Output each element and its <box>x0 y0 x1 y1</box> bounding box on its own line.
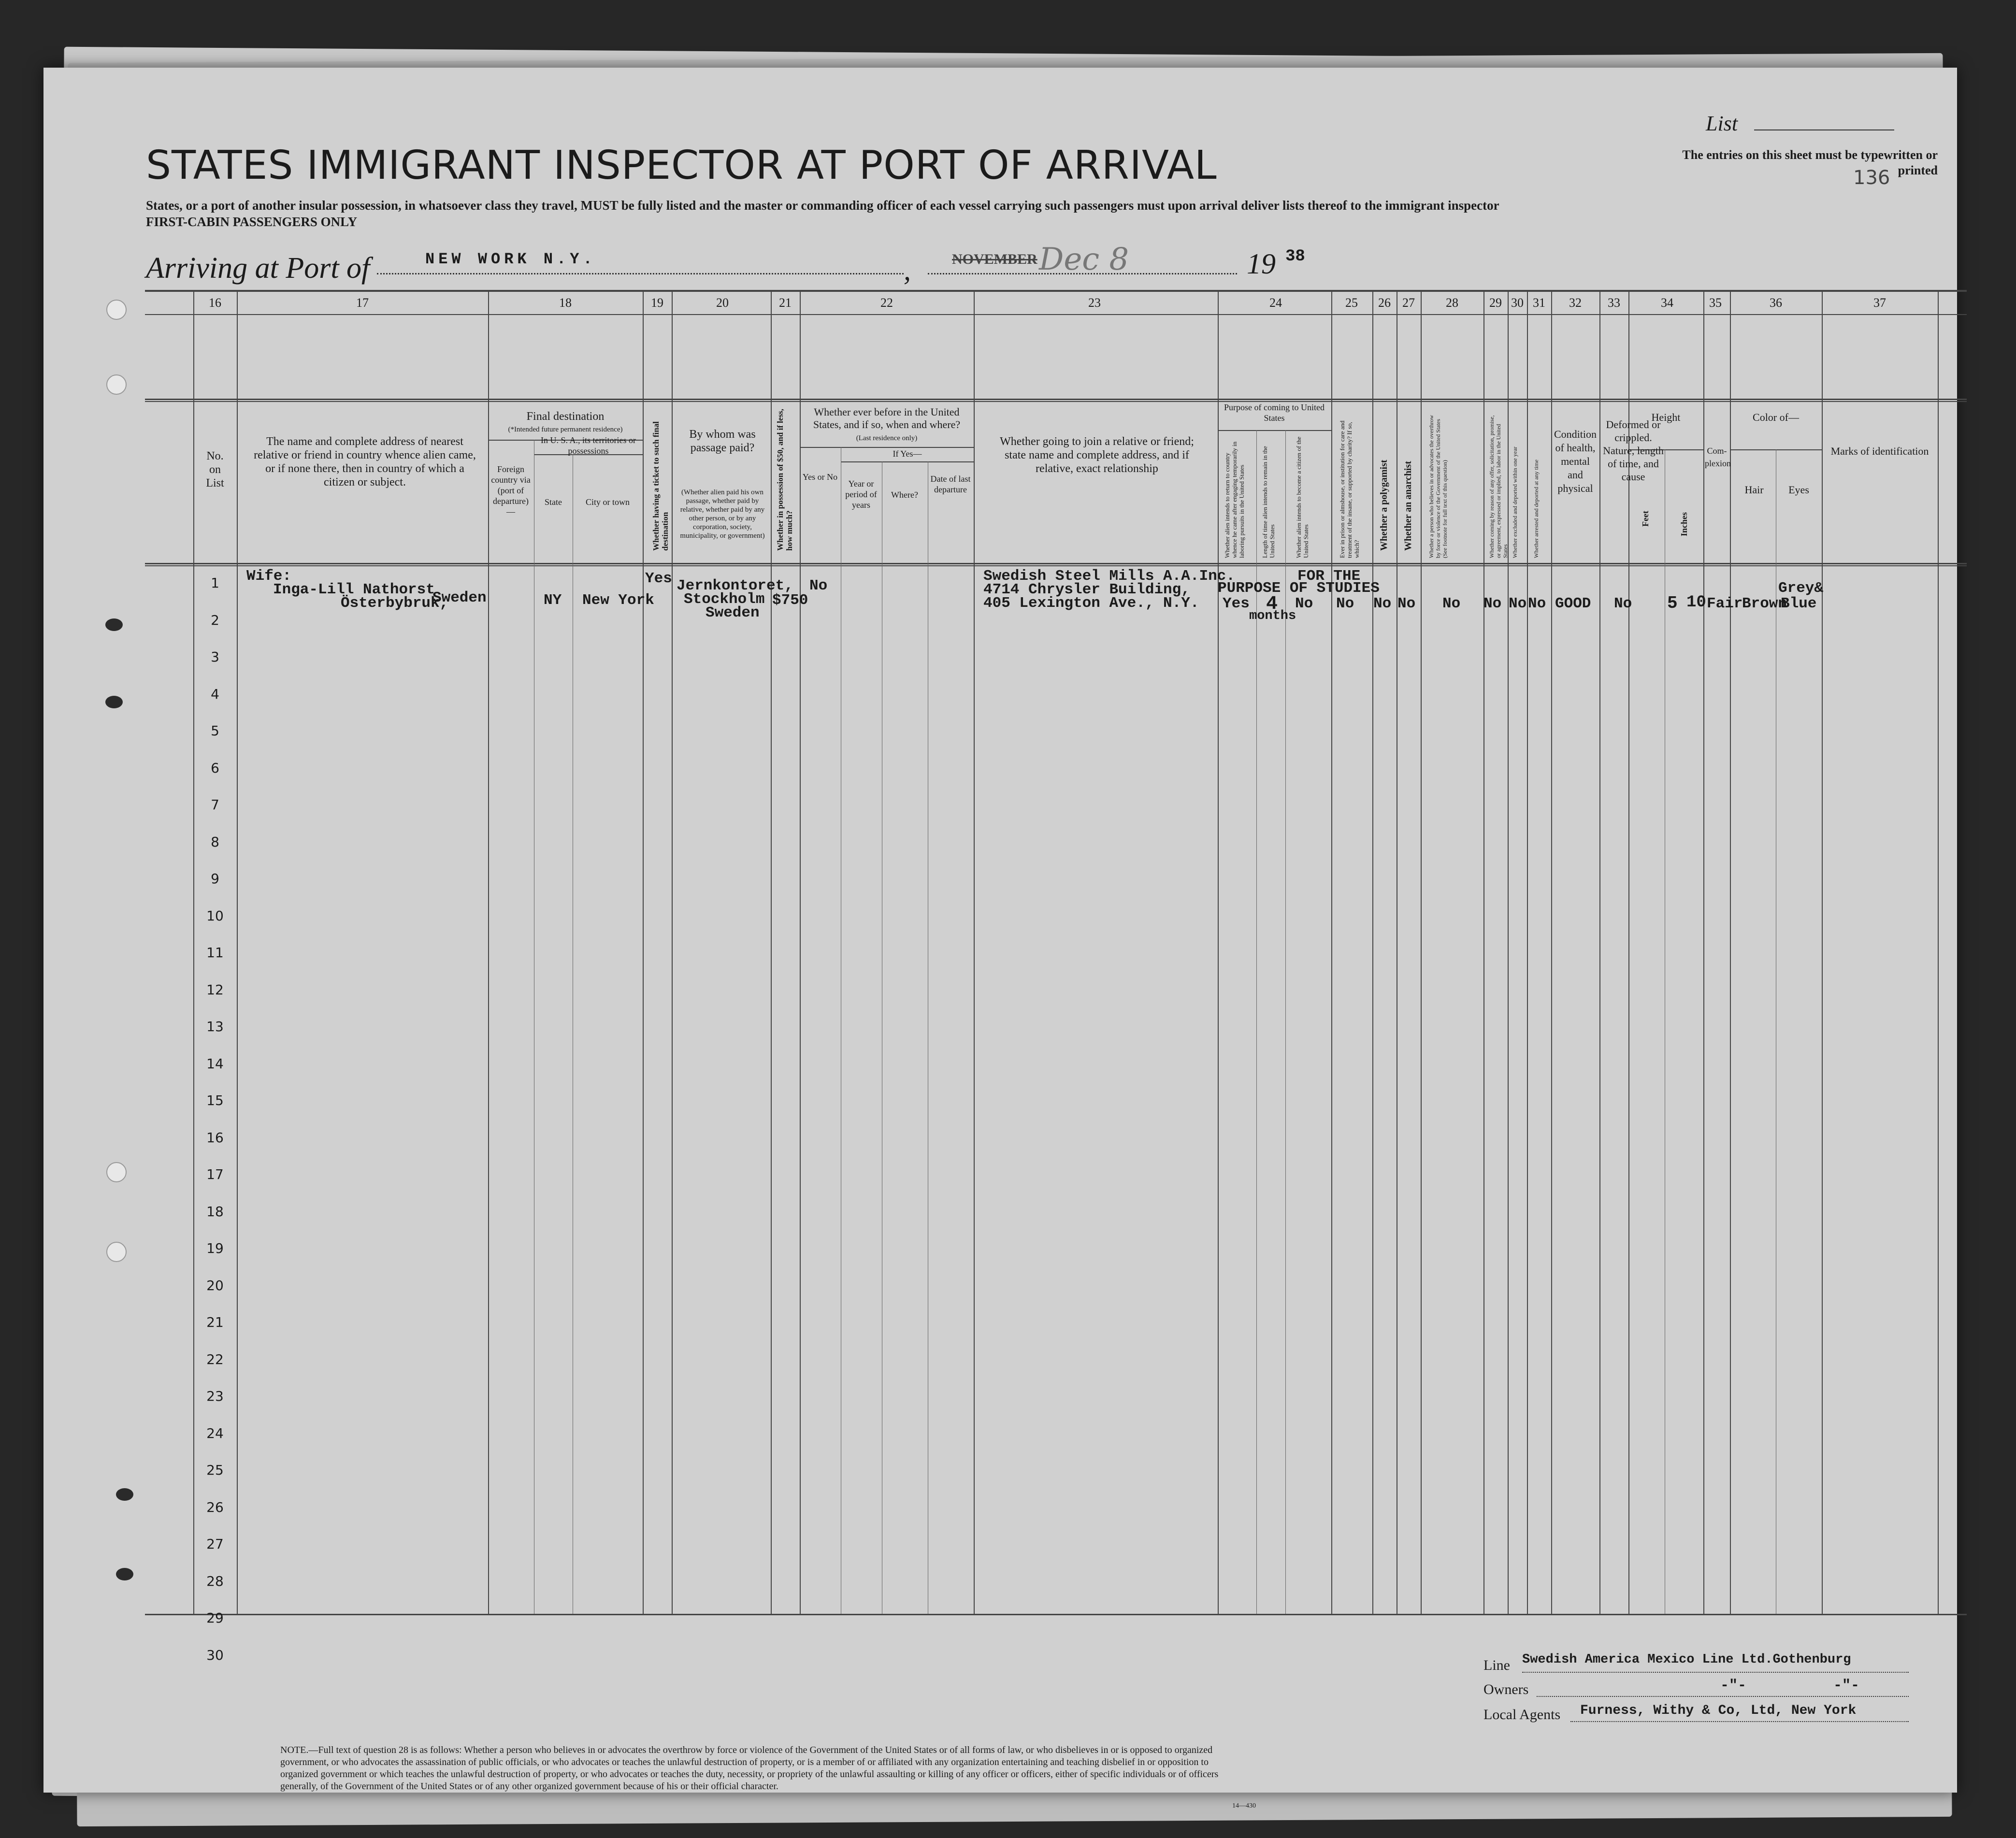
column-number: 36 <box>1770 296 1782 310</box>
row-number: 15 <box>206 1092 224 1108</box>
rule <box>1938 290 1939 1614</box>
entry-paid-by-line2: Stockholm <box>684 591 765 608</box>
header-health: Condition of health, mental and physical <box>1554 428 1597 494</box>
header-polygamist: Whether a polygamist <box>1379 460 1389 551</box>
entry-q29: No <box>1483 595 1502 612</box>
entry-eyes-line2: Blue <box>1781 595 1817 612</box>
row-number: 29 <box>206 1610 224 1626</box>
row-number: 19 <box>206 1240 224 1256</box>
row-number: 25 <box>206 1462 224 1478</box>
rule <box>1421 290 1422 1614</box>
rule <box>1218 290 1219 1614</box>
header-purpose-citizen: Whether alien intends to become a citizen of the United States <box>1295 436 1310 558</box>
rule <box>1730 290 1731 1614</box>
rule <box>1483 290 1484 1614</box>
row-number: 16 <box>206 1129 224 1146</box>
row-number: 14 <box>206 1055 224 1072</box>
port-line <box>377 273 904 274</box>
punch-hole <box>116 1568 133 1580</box>
entry-purpose-return: Yes <box>1223 595 1250 612</box>
owners-label: Owners <box>1483 1681 1529 1697</box>
rule <box>1822 290 1823 1614</box>
list-label: List <box>1706 112 1738 135</box>
rule <box>1628 290 1629 1614</box>
rule <box>145 290 1967 292</box>
row-number: 6 <box>211 760 219 776</box>
column-number: 33 <box>1608 296 1620 310</box>
entries-note: The entries on this sheet must be typewritten or printed <box>1682 148 1938 177</box>
row-number: 3 <box>211 649 219 665</box>
column-number: 20 <box>716 296 729 310</box>
column-number: 35 <box>1709 296 1722 310</box>
entry-hair: Brown <box>1742 595 1787 612</box>
punch-hole <box>106 300 127 320</box>
column-number: 29 <box>1489 296 1502 310</box>
row-number: 4 <box>211 686 219 702</box>
rule <box>800 290 801 1614</box>
subtitle-line2: FIRST-CABIN PASSENGERS ONLY <box>146 215 358 229</box>
entry-join-line2: 4714 Chrysler Building, <box>983 581 1190 598</box>
rule <box>974 290 975 1614</box>
entry-q30: No <box>1509 595 1527 612</box>
footnote: NOTE.—Full text of question 28 is as follows: Whether a person who believes in or advocates the overthrow by force or violence of the Government of the United States or of all forms of law, or who disbelieves in or is opposed to organized government, or who advocates the assassination of public officials, or who advocates or teaches the unlawful destruction of property, or is a member of or affiliated with any organization entertaining and teaching disbelief in or opposition to organized government or which teaches the unlawful destruction of property, or who advocates or teaches the duty, necessity, or propriety of the unlawful assaulting or killing of any officer or officers, either of specific individuals or of officers generally, of the Government of the United States or of any other organized government because of his or their official character. <box>280 1745 1219 1792</box>
entry-purpose-length: 4 <box>1266 593 1278 615</box>
row-number: 7 <box>211 797 219 813</box>
row-number: 20 <box>206 1277 224 1293</box>
entry-purpose-line1: FOR THE <box>1297 568 1361 585</box>
header-color-of: Color of— <box>1753 411 1799 423</box>
owners-underline <box>1537 1696 1909 1697</box>
entry-money: $750 <box>772 592 808 609</box>
form-number: 14—430 <box>1232 1802 1256 1809</box>
line-label: Line <box>1483 1657 1510 1673</box>
header-possession-50: Whether in possession of $50, and if less, how much? <box>776 409 794 551</box>
header-by-whom-note: (Whether alien paid his own passage, whether paid by relative, whether paid by any other person, or by any corporation, society, municipality, or government) <box>680 488 765 540</box>
punch-hole <box>116 1488 133 1501</box>
rule <box>1599 290 1600 1614</box>
port-value: NEW WORK N.Y. <box>425 250 596 268</box>
entry-q31: No <box>1528 595 1546 612</box>
entry-complexion: Fair <box>1707 595 1743 612</box>
manifest-sheet <box>43 68 1957 1809</box>
line-underline <box>1522 1672 1909 1673</box>
punch-hole <box>106 1242 127 1262</box>
entry-relative-country: Sweden <box>432 589 487 606</box>
row-number: 10 <box>206 907 224 924</box>
header-prison: Ever in prison or almshouse, or institution for care and treatment of the insane, or supported by charity? If so, which? <box>1339 420 1360 558</box>
year-suffix: 38 <box>1285 247 1305 266</box>
header-final-destination: Final destination <box>526 410 605 423</box>
entry-relative-line1: Wife: <box>246 568 292 585</box>
list-number: 136 <box>1853 167 1890 189</box>
year-prefix: 19 <box>1247 248 1276 280</box>
punch-hole <box>105 696 123 708</box>
header-city: City or town <box>585 497 630 507</box>
punch-hole <box>106 1162 127 1182</box>
subtitle-line1: States, or a port of another insular possession, in whatsoever class they travel, MUST be fully listed and the master or commanding officer of each vessel carrying such passengers must upon arrival deliver lists thereof to the immigrant inspector <box>146 198 1499 213</box>
struck-month: NOVEMBER <box>952 251 1037 267</box>
entry-join-line1: Swedish Steel Mills A.A.Inc. <box>983 568 1235 585</box>
agents-value: Furness, Withy & Co, Ltd, New York <box>1580 1703 1857 1718</box>
header-marks: Marks of identification <box>1830 445 1929 457</box>
row-number: 22 <box>206 1351 224 1367</box>
header-purpose: Purpose of coming to United States <box>1224 402 1325 423</box>
header-anarchist: Whether an anarchist <box>1403 461 1413 551</box>
header-ticket: Whether having a ticket to such final destination <box>651 421 670 551</box>
column-number: 17 <box>356 296 369 310</box>
rule <box>145 565 1967 566</box>
column-number: 26 <box>1378 296 1391 310</box>
header-nearest-relative: The name and complete address of nearest relative or friend in country whence alien came, or if none there, then in country of which a citizen or subject. <box>254 435 476 488</box>
row-number: 21 <box>206 1314 224 1330</box>
header-date-last-departure: Date of last departure <box>930 474 971 494</box>
rule <box>771 290 772 1614</box>
punch-hole <box>106 374 127 395</box>
header-eyes: Eyes <box>1788 484 1809 496</box>
entry-ever-before: No <box>809 577 828 594</box>
row-number: 11 <box>206 945 224 961</box>
row-number: 1 <box>211 575 219 591</box>
entry-q28: No <box>1442 595 1461 612</box>
column-number: 37 <box>1873 296 1886 310</box>
page-title: STATES IMMIGRANT INSPECTOR AT PORT OF ARRIVAL <box>146 143 1217 188</box>
row-number: 23 <box>206 1388 224 1404</box>
row-number: 27 <box>206 1536 224 1552</box>
entry-city: New York <box>582 592 654 609</box>
entry-join-line3: 405 Lexington Ave., N.Y. <box>983 595 1199 612</box>
entry-paid-by-line3: Sweden <box>706 604 760 621</box>
entry-health: GOOD <box>1555 595 1591 612</box>
rule <box>800 447 974 448</box>
arriving-label: Arriving at Port of <box>146 252 370 285</box>
rule <box>1703 290 1704 1614</box>
row-number: 17 <box>206 1166 224 1182</box>
agents-label: Local Agents <box>1483 1707 1561 1723</box>
column-number: 32 <box>1569 296 1582 310</box>
entry-purpose-citizen: No <box>1295 595 1313 612</box>
header-inches: Inches <box>1679 512 1689 536</box>
rule <box>1551 290 1552 1614</box>
header-hair: Hair <box>1744 484 1764 496</box>
header-where: Where? <box>891 490 918 500</box>
punch-hole <box>105 618 123 631</box>
column-number: 21 <box>779 296 792 310</box>
row-number: 13 <box>206 1019 224 1034</box>
header-no-on-list: No. on List <box>206 450 224 489</box>
header-q28: Whether a person who believes in or advocates the overthrow by force or violence of the Government of the United States (See footnote for full text of this question) <box>1428 415 1448 558</box>
subtitle <box>146 197 1741 230</box>
entry-relative-line2: Inga-Lill Nathorst <box>273 581 435 598</box>
rule <box>841 461 974 462</box>
column-number: 28 <box>1446 296 1458 310</box>
header-q29: Whether coming by reason of any offer, solicitation, promise, or agreement, expressed or implied, to labor in the United States <box>1488 415 1509 558</box>
rule <box>1285 430 1286 1614</box>
header-q30: Whether excluded and deported within one year <box>1512 446 1518 558</box>
entry-purpose-length-unit: months <box>1249 609 1296 623</box>
header-purpose-length: Length of time alien intends to remain in the United States <box>1261 446 1276 558</box>
header-in-usa: In U. S. A., its territories or possessions <box>541 435 636 456</box>
rule <box>145 314 1967 315</box>
column-number: 34 <box>1661 296 1673 310</box>
header-q31: Whether arrested and deported at any time <box>1533 460 1540 558</box>
column-number: 23 <box>1088 296 1101 310</box>
row-number: 2 <box>211 612 219 628</box>
entry-deformed: No <box>1614 595 1632 612</box>
entry-prison: No <box>1336 595 1354 612</box>
comma: , <box>904 254 911 286</box>
header-yes-or-no: Yes or No <box>802 472 838 482</box>
row-number: 8 <box>211 833 219 850</box>
header-if-yes: If Yes— <box>893 449 922 459</box>
column-number: 22 <box>880 296 893 310</box>
handwritten-date: Dec 8 <box>1039 242 1129 277</box>
rule <box>145 1614 1967 1615</box>
column-number: 27 <box>1402 296 1415 310</box>
line-value: Swedish America Mexico Line Ltd.Gothenburg <box>1522 1652 1851 1667</box>
header-final-destination-note: (*Intended future permanent residence) <box>508 426 623 433</box>
row-number: 18 <box>206 1203 224 1220</box>
row-number: 12 <box>206 981 224 998</box>
entry-ticket: Yes <box>645 570 672 587</box>
row-number: 28 <box>206 1573 224 1589</box>
column-number: 24 <box>1269 296 1282 310</box>
owners-value: -"- -"- <box>1720 1678 1860 1694</box>
rule <box>145 399 1967 400</box>
rule <box>672 290 673 1614</box>
header-complexion: Com-plexion <box>1705 446 1731 468</box>
list-line <box>1754 129 1894 130</box>
rule <box>1218 430 1331 431</box>
header-join-relative: Whether going to join a relative or friend; state name and complete address, and if relative, exact relationship <box>1000 435 1194 475</box>
entry-eyes-line1: Grey& <box>1778 580 1824 597</box>
rule <box>1256 430 1257 1614</box>
rule <box>1527 290 1528 1614</box>
row-number: 24 <box>206 1425 224 1441</box>
rule <box>145 563 1967 564</box>
date-line <box>928 273 1237 274</box>
header-ever-before-note: (Last residence only) <box>856 434 918 442</box>
column-number: 31 <box>1533 296 1545 310</box>
header-state: State <box>545 497 562 507</box>
header-year-or-period: Year or period of years <box>845 479 877 510</box>
row-number: 26 <box>206 1499 224 1515</box>
row-number: 9 <box>211 871 219 887</box>
entry-state: NY <box>544 592 562 609</box>
column-number: 19 <box>651 296 663 310</box>
header-feet: Feet <box>1641 511 1650 527</box>
rule <box>1372 290 1373 1614</box>
rule <box>1331 290 1332 1614</box>
header-deformed: Deformed or crippled. Nature, length of time, and cause <box>1603 418 1664 483</box>
rule <box>643 290 644 1614</box>
entry-polygamist: No <box>1373 595 1392 612</box>
header-height: Height <box>1651 411 1681 423</box>
column-number: 16 <box>209 296 221 310</box>
column-number: 25 <box>1345 296 1358 310</box>
agents-underline <box>1570 1721 1909 1722</box>
entry-feet: 5 <box>1667 593 1678 613</box>
column-number: 30 <box>1511 296 1524 310</box>
rule <box>145 401 1967 402</box>
header-ever-before: Whether ever before in the United States, and if so, when and where? <box>813 406 961 431</box>
column-number: 18 <box>559 296 572 310</box>
entry-purpose-line2: PURPOSE OF STUDIES <box>1218 580 1380 597</box>
entry-anarchist: No <box>1397 595 1416 612</box>
entry-relative-line3: Österbybruk, <box>341 595 449 612</box>
row-number: 5 <box>211 723 219 739</box>
header-purpose-return: Whether alien intends to return to country whence he came after engaging temporarily in laboring pursuits in the United States <box>1224 441 1245 558</box>
header-foreign-country: Foreign country via (port of departure)— <box>491 464 531 517</box>
header-by-whom: By whom was passage paid? <box>689 428 756 454</box>
entry-inches: 10 <box>1686 593 1706 612</box>
row-number: 30 <box>206 1647 224 1663</box>
entry-paid-by-line1: Jernkontoret, <box>677 577 793 594</box>
